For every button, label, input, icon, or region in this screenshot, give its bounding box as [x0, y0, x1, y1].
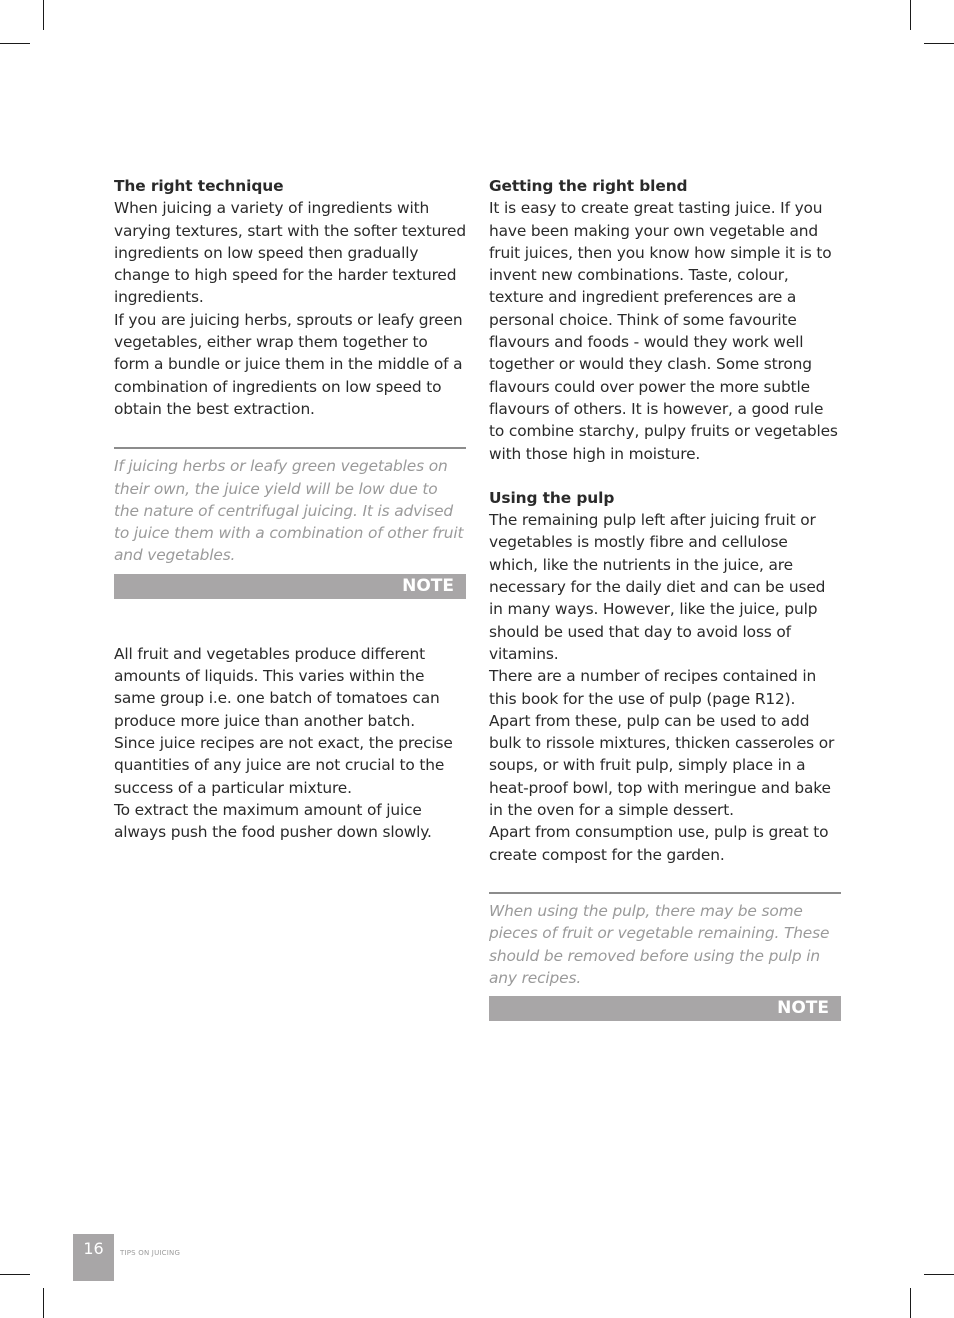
right-column [489, 175, 841, 1021]
technique-paragraph: If you are juicing herbs, sprouts or leafy green vegetables, either wrap them together to form a bundle or juice them in the middle of a combination of ingredients on low speed to obtain the best extraction. [114, 310, 463, 418]
pulp-heading: Using the pulp [489, 488, 615, 507]
blend-heading: Getting the right blend [489, 177, 688, 195]
pulp-paragraph: Apart from consumption use, pulp is great to create compost for the garden. [489, 823, 829, 864]
crop-mark [0, 1274, 30, 1275]
crop-mark [924, 1274, 954, 1275]
technique-heading: The right technique [114, 177, 284, 195]
crop-mark [0, 43, 30, 44]
liquids-paragraph: All fruit and vegetables produce different amounts of liquids. This varies within the same group i.e. one batch of tomatoes can produce more juice than another batch. [114, 644, 440, 730]
pulp-paragraph: There are a number of recipes contained in this book for the use of pulp (page R12). Apart from these, pulp can be used to add bulk to rissole mixtures, thicken casseroles or soups, or with fruit pulp, simply place in a heat-proof bowl, top with meringue and bake in the oven for a simple dessert. [489, 667, 835, 820]
crop-mark [43, 0, 44, 30]
note-box [114, 447, 466, 598]
page-number: 16 [73, 1234, 114, 1281]
note-label: NOTE [489, 996, 841, 1021]
liquids-paragraph: Since juice recipes are not exact, the precise quantities of any juice are not crucial to the success of a particular mixture. [114, 733, 453, 797]
liquids-paragraph: To extract the maximum amount of juice always push the food pusher down slowly. [114, 800, 432, 842]
note-text: If juicing herbs or leafy green vegetables on their own, the juice yield will be low due to the nature of centrifugal juicing. It is advised to juice them with a combination of other fruit and vegetables. [114, 457, 464, 565]
crop-mark [910, 0, 911, 30]
pulp-paragraph: The remaining pulp left after juicing fruit or vegetables is mostly fibre and cellulose which, like the nutrients in the juice, are necessary for the daily diet and can be used in many ways. However, like the juice, pulp should be used that day to avoid loss of vitamins. [489, 511, 826, 663]
technique-paragraph: When juicing a variety of ingredients with varying textures, start with the softer textured ingredients on low speed then gradually change to high speed for the harder textured ingredients. [114, 199, 466, 307]
crop-mark [43, 1288, 44, 1318]
note-text: When using the pulp, there may be some pieces of fruit or vegetable remaining. These should be removed before using the pulp in any recipes. [489, 901, 830, 987]
note-box [489, 892, 841, 1021]
left-column [114, 175, 466, 843]
crop-mark [924, 43, 954, 44]
note-label: NOTE [114, 574, 466, 599]
crop-mark [910, 1288, 911, 1318]
blend-paragraph: It is easy to create great tasting juice. If you have been making your own vegetable and fruit juices, then you know how simple it is to invent new combinations. Taste, colour, texture and ingredient preferences are a personal choice. Think of some favourite flavours and foods - would they work well together or would they clash. Some strong flavours could over power the more subtle flavours of others. It is however, a good rule to combine starchy, pulpy fruits or vegetables with those high in moisture. [489, 199, 838, 463]
running-head: TIPS ON JUICING [120, 1249, 181, 1257]
